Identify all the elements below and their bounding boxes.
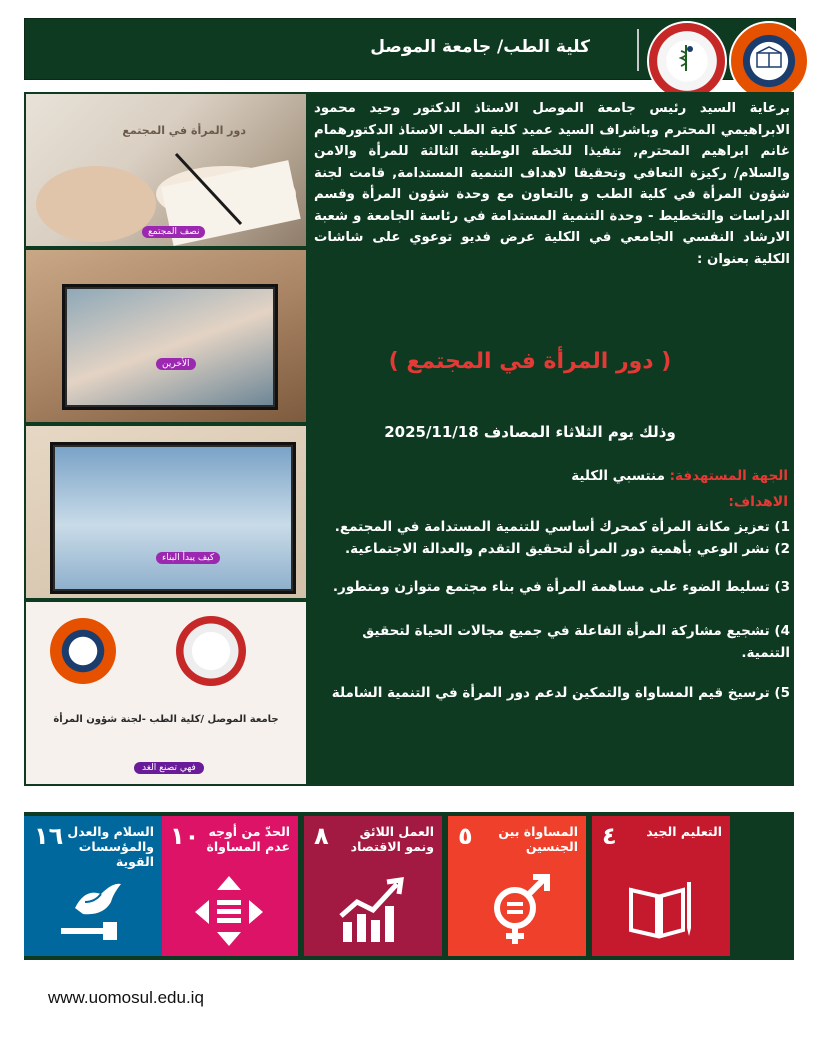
sdg-10-reduced-inequalities <box>160 816 298 956</box>
university-of-mosul-logo <box>50 618 116 684</box>
tv-screen <box>50 442 296 594</box>
slide-tag: فهي تصنع الغد <box>134 762 204 774</box>
photo-caption-tag: نصف المجتمع <box>142 226 205 238</box>
sdg-number: ٥ <box>458 822 473 850</box>
sdg-label: السلام والعدل والمؤسسات القوية <box>67 824 154 869</box>
event-date: وذلك يوم الثلاثاء المصادف 2025/11/18 <box>384 423 676 441</box>
sdg-4-quality-education <box>592 816 730 956</box>
sdg-number: ١٠ <box>170 822 200 850</box>
university-of-mosul-logo <box>729 21 809 101</box>
sdg-strip <box>24 812 794 960</box>
photo-screen-hands <box>26 426 306 598</box>
event-title: ( دور المرأة في المجتمع ) <box>388 349 672 374</box>
slide-caption: جامعة الموصل /كلية الطب -لجنة شؤون المرأة <box>53 714 279 725</box>
gender-equality-icon <box>479 872 555 948</box>
sdg-16-peace-justice <box>24 816 162 956</box>
sdg-number: ٨ <box>314 822 329 850</box>
photo-closing-slide <box>26 602 306 784</box>
target-label: الجهة المستهدفة: <box>669 468 788 484</box>
sdg-label: الحدّ من أوجه عدم المساواة <box>206 824 290 854</box>
photo-writing-hands <box>26 94 306 246</box>
photo-poster-title: دور المرأة في المجتمع <box>122 124 246 137</box>
sdg-label: العمل اللائق ونمو الاقتصاد <box>350 824 434 854</box>
announcement-paragraph: برعاية السيد رئيس جامعة الموصل الاستاذ الدكتور وحيد محمود الابراهيمي المحترم وباشراف السيد عميد كلية الطب الاستاذ الدكتورهمام غانم ابراهيم المحترم, تنفيذا للخطة الوطنية الثالثة للمرأة والامن والسلام/ ركيزة التعافي وتحقيقا لاهداف التنمية المستدامة, قامت لجنة شؤون المرأة في كلية الطب و بالتعاون مع وحدة شؤون المرأة وقسم الدراسات والتخطيط - وحدة التنمية المستدامة في رئاسة الجامعة و شعبة الارشاد النفسي الجامعي في الكلية عرض فديو توعوي على شاشات الكلية بعنوان : <box>314 101 790 267</box>
book-pencil-icon <box>623 872 699 948</box>
website-url: www.uomosul.edu.iq <box>48 988 204 1007</box>
header-bar <box>24 18 796 80</box>
photo-caption-tag: كيف يبدأ البناء <box>156 552 220 564</box>
goal-item: 3) تسليط الضوء على مساهمة المرأة في بناء مجتمع متوازن ومتطور. <box>332 579 790 595</box>
sdg-label: التعليم الجيد <box>646 824 722 839</box>
goal-item: 1) تعزيز مكانة المرأة كمحرك أساسي للتنمية المستدامة في المجتمع. <box>334 519 790 535</box>
equality-arrows-icon <box>191 872 267 948</box>
goal-item: 4) تشجيع مشاركة المرأة الفاعلة في جميع مجالات الحياة لتحقيق التنمية. <box>362 623 790 661</box>
writing-scene-illustration <box>26 94 306 246</box>
sdg-5-gender-equality <box>448 816 586 956</box>
growth-chart-icon <box>335 872 411 948</box>
photo-column <box>26 94 306 784</box>
goal-item: 2) نشر الوعي بأهمية دور المرأة لتحقيق التقدم والعدالة الاجتماعية. <box>345 541 790 557</box>
sdg-number: ١٦ <box>34 822 64 850</box>
photo-screen-display <box>26 250 306 422</box>
header-title: كلية الطب/ جامعة الموصل <box>370 37 590 57</box>
college-of-medicine-logo <box>647 21 727 101</box>
target-value: منتسبي الكلية <box>571 468 670 484</box>
dove-gavel-icon <box>55 872 131 948</box>
sdg-8-decent-work <box>304 816 442 956</box>
header-divider <box>637 29 639 71</box>
photo-caption-tag: الأخرين <box>156 358 196 370</box>
college-of-medicine-logo <box>176 616 246 686</box>
sdg-label: المساواة بين الجنسين <box>498 824 578 854</box>
goal-item: 5) ترسيخ قيم المساواة والتمكين لدعم دور المرأة في التنمية الشاملة <box>331 685 790 701</box>
tv-screen <box>62 284 278 410</box>
sdg-number: ٤ <box>602 822 617 850</box>
goals-label: الاهداف: <box>728 494 788 510</box>
target-audience <box>571 468 788 484</box>
